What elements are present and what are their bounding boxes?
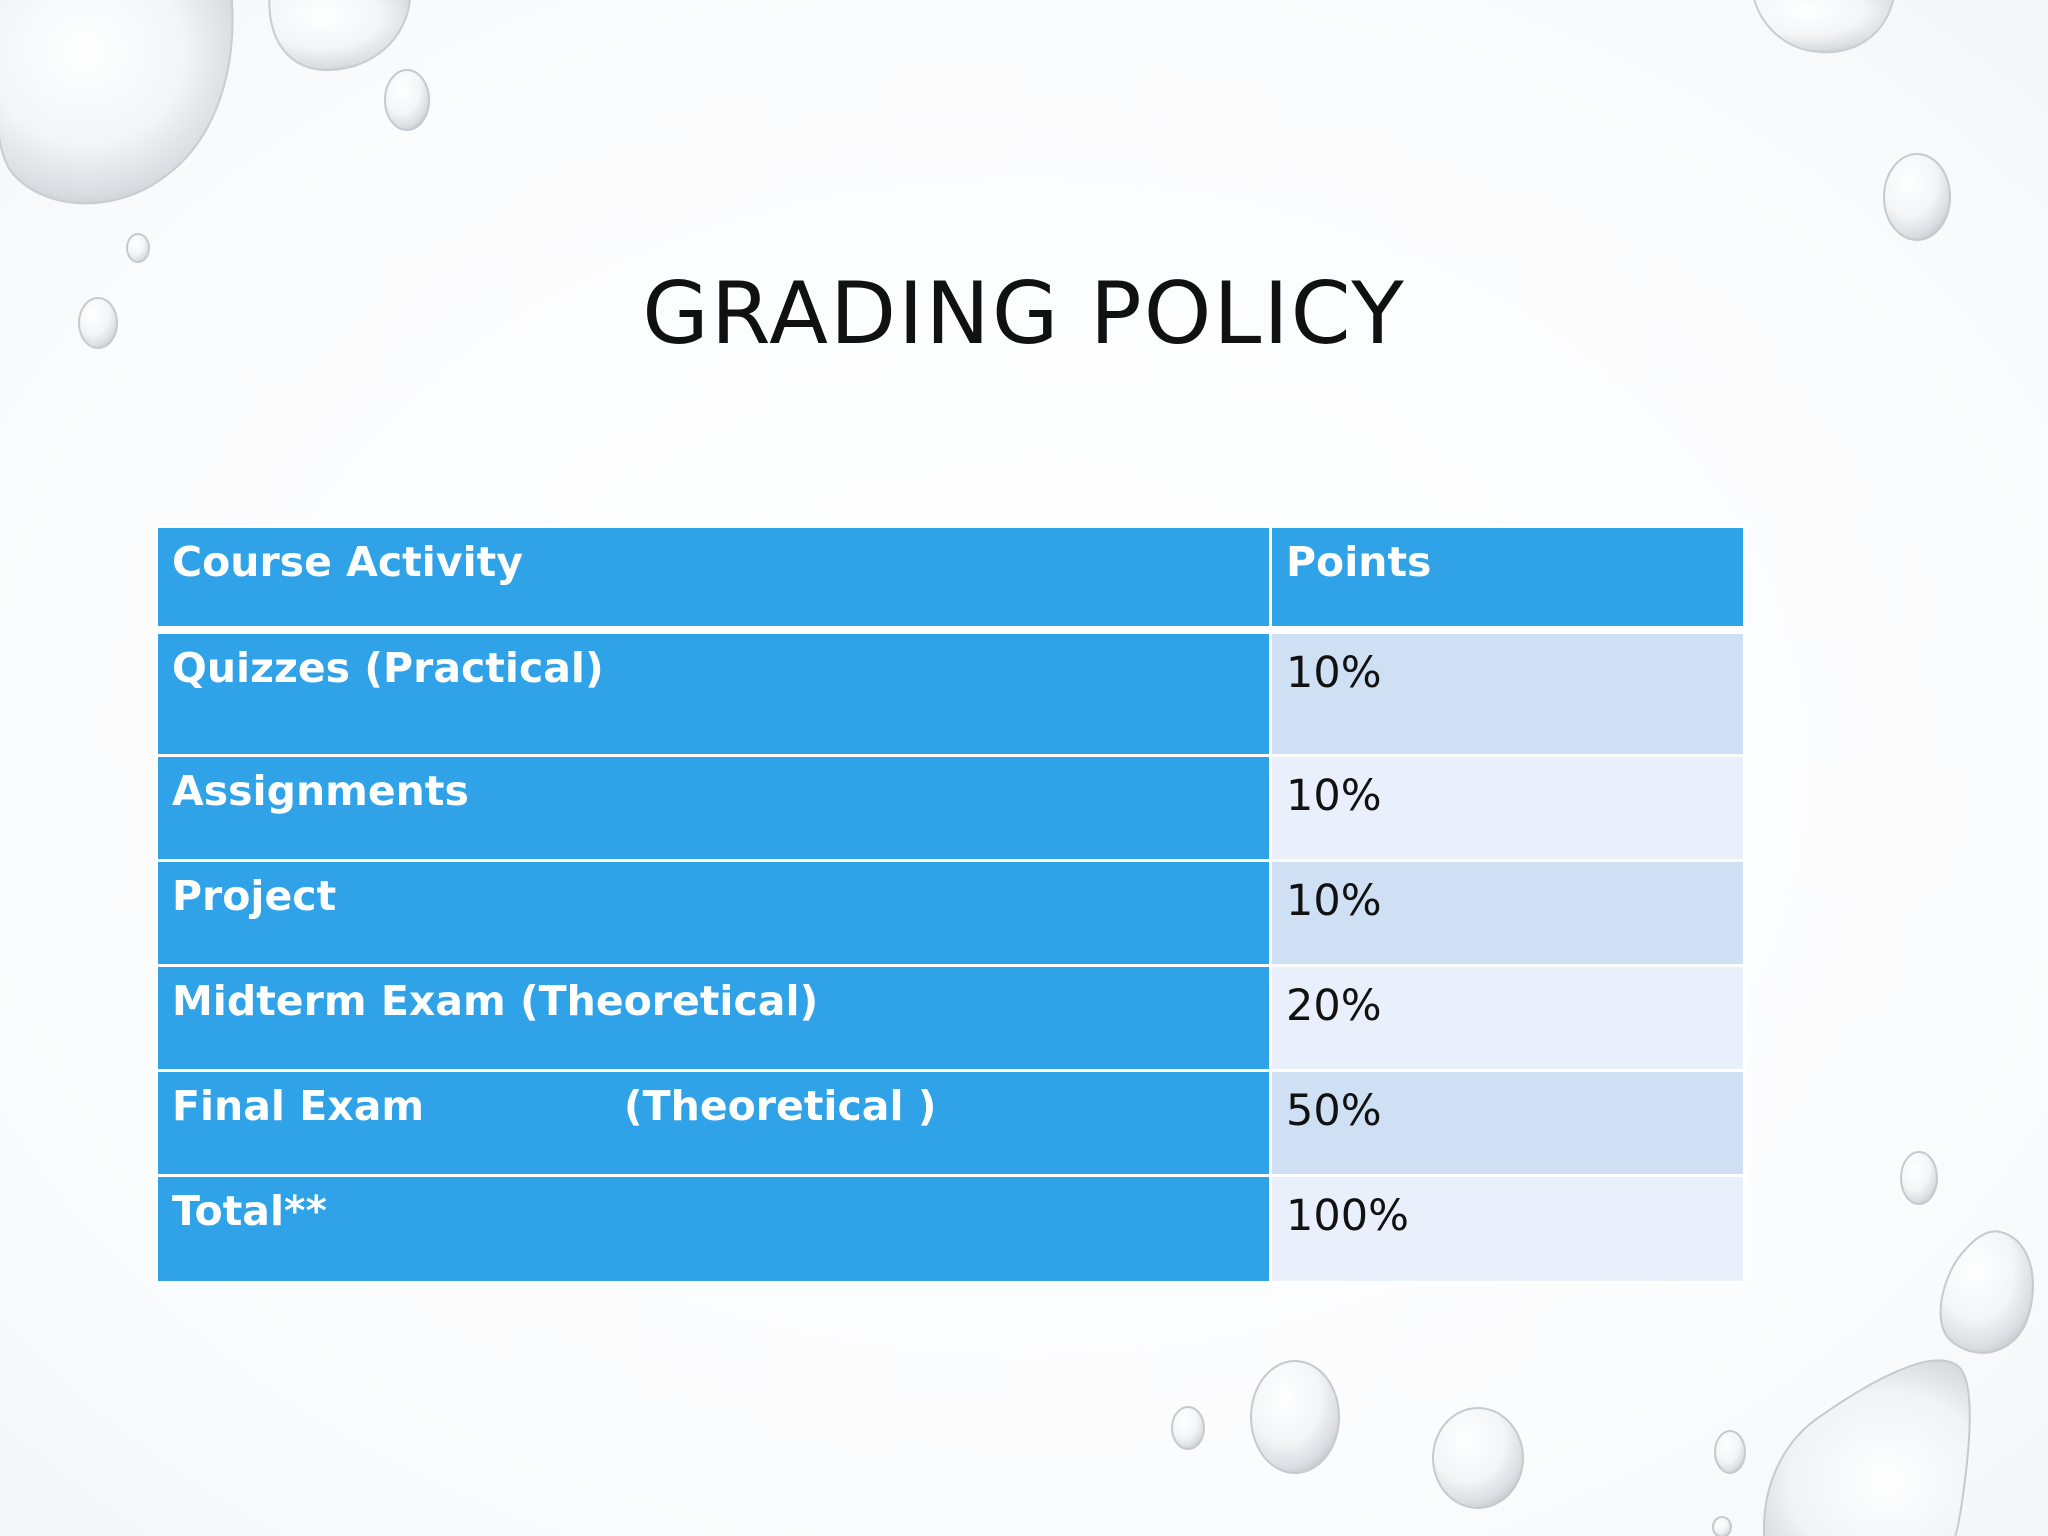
water-drop-large-bottom-right (1764, 1360, 1970, 1536)
activity-cell: Midterm Exam (Theoretical) (157, 966, 1271, 1071)
water-drop-right-3 (1941, 1231, 2033, 1352)
water-drop-bottom-right-small (1715, 1431, 1745, 1473)
water-drop-right-1 (1884, 154, 1950, 240)
table-row (157, 966, 1745, 1071)
slide-title: GRADING POLICY (642, 264, 1406, 364)
points-cell: 20% (1271, 966, 1745, 1071)
activity-cell: Assignments (157, 756, 1271, 861)
table-row (157, 630, 1745, 756)
water-drop-bottom-1 (1251, 1361, 1339, 1473)
table-row (157, 1071, 1745, 1176)
water-drop-right-2 (1901, 1152, 1937, 1204)
table-row (157, 756, 1745, 861)
grading-policy-table (155, 525, 1746, 1284)
water-drop-bottom-3 (1172, 1407, 1204, 1449)
water-drop-bottom-2 (1433, 1408, 1523, 1508)
table-row (157, 861, 1745, 966)
water-drop-bottom-right-tiny (1713, 1517, 1731, 1536)
water-drop-tiny-1 (127, 234, 149, 262)
water-drop-top-left-2 (269, 0, 410, 70)
points-cell: 50% (1271, 1071, 1745, 1176)
table-row-total (157, 1176, 1745, 1283)
activity-cell: Final Exam (Theoretical ) (157, 1071, 1271, 1176)
table-header-row (157, 527, 1745, 631)
water-drop-large-top-left (0, 0, 232, 203)
column-header-course-activity: Course Activity (157, 527, 1271, 631)
water-drop-small-1 (385, 70, 429, 130)
points-cell-total: 100% (1271, 1176, 1745, 1283)
points-cell: 10% (1271, 630, 1745, 756)
activity-cell: Project (157, 861, 1271, 966)
activity-cell-total: Total** (157, 1176, 1271, 1283)
activity-cell: Quizzes (Practical) (157, 630, 1271, 756)
points-cell: 10% (1271, 861, 1745, 966)
column-header-points: Points (1271, 527, 1745, 631)
points-cell: 10% (1271, 756, 1745, 861)
water-drop-top-right (1752, 0, 1895, 52)
